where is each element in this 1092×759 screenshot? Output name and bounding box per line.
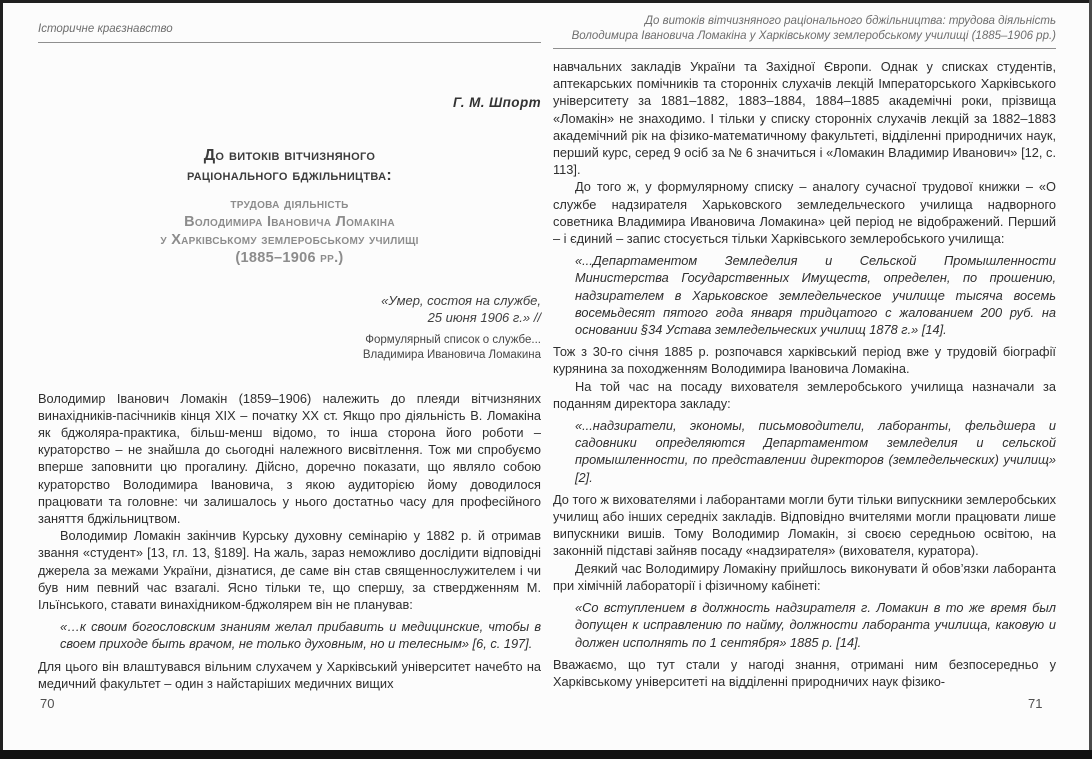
page-number-right: 71 [1028, 696, 1043, 711]
paragraph: До того ж вихователями і лаборантами могли бути тільки випускники землеробських училищ або інших середніх закладів. Відповідно вчителями могли працювати лише випускники вишів. Тому Володимир Ломакін, зі своєю середньою освітою, на законній підставі зайняв посаду «надзирателя» (вихователя, куратора). [553, 491, 1056, 559]
text-line: До витоків вітчизняного [203, 146, 376, 164]
running-head-left: Історичне краєзнавство [38, 14, 541, 43]
epigraph-quote [38, 292, 541, 326]
text-line: у Харківському землеробському училищі [160, 231, 419, 248]
epigraph [38, 292, 541, 363]
article-title-main [38, 146, 541, 186]
right-page-body [553, 58, 1056, 690]
block-quote: «Со вступлением в должность надзирателя г. Ломакин в то же время был допущен к исправлению по найму, должности лаборанта училища, каковую и должен исполнять по 1 сентября» 1885 р. [14]. [575, 600, 1056, 650]
block-quote: «...надзиратели, экономы, письмоводители, лаборанты, фельдшера и садовники определяются Департаментом земледелия и сельской промышленности, по представлении директоров (земледельческих) училищ» [2]. [575, 418, 1056, 485]
text-line: «Умер, состоя на службе, [381, 292, 541, 308]
page-number-left: 70 [40, 696, 55, 711]
block-quote: «...Департаментом Земледелия и Сельской Промышленности Министерства Государственных Имуществ, определен, по прошению, надзирателем в Харьковское земледельческое училище тысяча восемь восемьдесят пятого года января тридцатого с жалованием 200 руб. на основании §34 Устава земледельческих училищ 1878 г.» [14]. [575, 253, 1056, 338]
paragraph: На той час на посаду вихователя землеробського училища назначали за поданням директора закладу: [553, 378, 1056, 411]
right-page [553, 14, 1056, 690]
text-line: раціонального бджільництва: [187, 166, 392, 184]
left-page-body [38, 390, 541, 692]
article-title-sub [38, 195, 541, 267]
text-line: Володимира Івановича Ломакіна [184, 213, 395, 230]
text-line: Владимира Ивановича Ломакина [362, 348, 541, 361]
author-name: Г. М. Шпорт [452, 94, 541, 110]
left-page [38, 14, 541, 692]
paragraph: Деякий час Володимиру Ломакіну прийшлось виконувати й обов’язки лаборанта при хімічній лабораторії і фізичному кабінеті: [553, 560, 1056, 593]
paragraph: Для цього він влаштувався вільним слухачем у Харківський університет начебто на медичний факультет – один з найстаріших медичних вищих [38, 658, 541, 691]
article-title [38, 146, 541, 267]
scan-edge-top [0, 0, 1092, 3]
scan-edge-left [0, 0, 3, 759]
paragraph: Володимир Ломакін закінчив Курську духовну семінарію у 1882 р. й отримав звання «студент» [13, гл. 13, §189]. На жаль, зараз неможливо дослідити відповідні джерела за межами України, дізнатися, де саме він став священнослужителем і чи був ним певний час взагалі. Ясно тільки те, що спершу, за ствердженням М. Ільїнського, ставати винахідником-бджолярем він не планував: [38, 528, 541, 612]
paragraph: До того ж, у формулярному списку – аналогу сучасної трудової книжки – «О службе надзирателя Харьковского земледельческого училища надворного советника Владимира Ивановича Ломакина» цей період не відображений. Перший – і єдиний – запис стосується тільки Харківського землеробського училища: [553, 179, 1056, 247]
text-line: Володимира Івановича Ломакіна у Харківському землеробському училищі (1885–1906 рр.) [571, 29, 1056, 42]
text-line: трудова діяльність [230, 195, 349, 212]
epigraph-source [38, 333, 541, 363]
text-line: Формулярный список о службе... [365, 333, 541, 346]
running-head-right [553, 14, 1056, 49]
text-line: (1885–1906 рр.) [235, 249, 344, 266]
paragraph: Тож з 30-го січня 1885 р. розпочався харківський період вже у трудовій біографії курянина за походженням Володимира Івановича Ломакіна. [553, 344, 1056, 377]
paragraph: навчальних закладів України та Західної Європи. Однак у списках студентів, аптекарських помічників та сторонніх слухачів лекцій Імператорського Харківського університету за 1881–1882, 1883–1884, 1884–1885 академічні роки, прізвища «Ломакін» не знаходимо. І тільки у списку сторонніх слухачів лекцій за 1882–1883 академічний рік на фізико-математичному факультеті, відділенні природничих наук, перший курс, серед 9 осіб за № 6 значиться і «Ломакин Владимир Иванович» [12, с. 113]. [553, 59, 1056, 178]
paragraph: Володимир Іванович Ломакін (1859–1906) належить до плеяди вітчизняних винахідників-пасічників кінця XIX – початку XX ст. Якщо про діяльність В. Ломакіна як бджоляра-практика, більш-менш відомо, то інша сторона його роботи – кураторство – не знайшла до сьогодні належного висвітлення. Тож ми спробуємо вперше заповнити цю прогалину. Дійсно, доречно показати, що являло собою кураторство Володимира Івановича, з якою аудиторією йому доводилося працювати та головне: чи залишалось у нього достатньо часу для професійного заняття бджільництвом. [38, 390, 541, 526]
scan-edge-bottom [0, 750, 1092, 759]
text-line: До витоків вітчизняного раціонального бджільництва: трудова діяльність [644, 15, 1056, 27]
paragraph: Вважаємо, що тут стали у нагоді знання, отримані ним безпосередньо у Харківському університеті на відділенні природничих наук фізико- [553, 656, 1056, 689]
block-quote: «…к своим богословским знаниям желал прибавить и медицинские, чтобы в своем приходе быть врачом, не только духовным, но и телесным» [6, с. 197]. [60, 619, 541, 652]
text-line: 25 июня 1906 г.» // [427, 309, 541, 325]
